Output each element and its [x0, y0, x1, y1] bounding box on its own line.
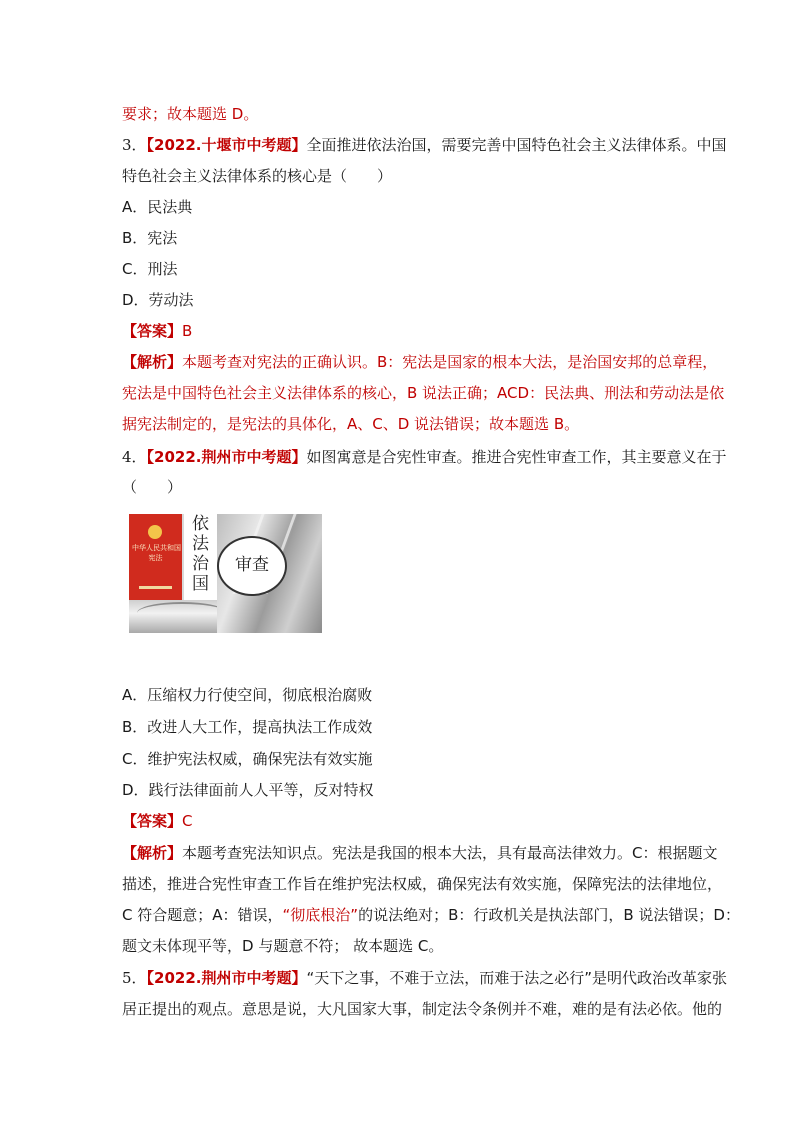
- slogan-char-3: 治: [192, 554, 209, 574]
- q3-analysis-text1: 本题考查对宪法的正确认识。B：宪法是国家的根本大法，是治国安邦的总章程，: [182, 353, 718, 371]
- q3-option-c: C．刑法: [122, 260, 178, 278]
- previous-analysis-tail: [122, 104, 258, 124]
- book-title-line2: 宪法: [148, 554, 163, 562]
- q4-analysis-line2: 描述，推进合宪性审查工作旨在维护宪法权威，确保宪法有效实施，保障宪法的法律地位，: [122, 875, 723, 893]
- q3-option-a: A．民法典: [122, 198, 193, 216]
- q5-number: 5．: [122, 969, 147, 987]
- book-page-left: [137, 602, 227, 624]
- q5-tag: 【2022.荆州市中考题】: [146, 969, 307, 987]
- q3-option-d: D．劳动法: [122, 291, 194, 309]
- previous-analysis-text: 要求；故本题选 D。: [122, 105, 259, 123]
- book-title-line1: 中华人民共和国: [132, 544, 181, 552]
- national-emblem-icon: [148, 525, 162, 539]
- q3-analysis-line3: 据宪法制定的，是宪法的具体化，A、C、D 说法错误；故本题选 B。: [122, 415, 580, 433]
- q4-answer-value: C: [182, 812, 193, 830]
- slogan-char-2: 法: [192, 534, 209, 554]
- q4-analysis-text3a: C 符合题意；A：错误，: [122, 906, 283, 924]
- q3-answer-value: B: [182, 322, 193, 340]
- q4-stem-line1: [122, 447, 727, 467]
- q4-answer-label: 【答案】: [122, 812, 183, 830]
- q4-analysis-text3b: 的说法绝对；B：行政机关是执法部门，B 说法错误；D：: [358, 906, 740, 924]
- q3-analysis-label: 【解析】: [122, 353, 183, 371]
- q3-tag: 【2022.十堰市中考题】: [146, 136, 307, 154]
- q4-option-c: C．维护宪法权威，确保宪法有效实施: [122, 750, 373, 768]
- q4-option-d: D．践行法律面前人人平等，反对特权: [122, 781, 374, 799]
- q3-number: 3．: [122, 136, 147, 154]
- q3-answer: [122, 321, 192, 341]
- q3-analysis-line2: 宪法是中国特色社会主义法律体系的核心，B 说法正确；ACD：民法典、刑法和劳动法是依: [122, 384, 725, 402]
- q3-stem-line2: [122, 166, 392, 186]
- q4-analysis-quote: “彻底根治”: [282, 906, 359, 924]
- q3-option-b: B．宪法: [122, 229, 178, 247]
- constitution-book-cover: [129, 514, 182, 600]
- slogan-column: [184, 514, 217, 600]
- q3-stem-line1: [122, 135, 727, 155]
- q3-analysis-line1: [122, 352, 717, 372]
- slogan-char-1: 依: [192, 514, 209, 534]
- q4-analysis-text1: 本题考查宪法知识点。宪法是我国的根本大法，具有最高法律效力。C：根据题文: [182, 844, 718, 862]
- constitutional-review-figure: [129, 514, 322, 633]
- q4-number: 4．: [122, 448, 147, 466]
- q4-analysis-line3: [122, 905, 740, 925]
- q5-stem-line1: [122, 968, 727, 988]
- q4-stem-line2: （ ）: [122, 478, 183, 496]
- review-circle: [217, 536, 287, 596]
- q4-answer: [122, 811, 193, 831]
- review-circle-text: 审查: [235, 555, 269, 575]
- q4-analysis-line4: 题文未体现平等，D 与题意不符； 故本题选 C。: [122, 937, 444, 955]
- q3-stem-text2: 特色社会主义法律体系的核心是（ ）: [122, 167, 393, 185]
- q4-stem-text1: 如图寓意是合宪性审查。推进合宪性审查工作，其主要意义在于: [306, 448, 727, 466]
- q3-answer-label: 【答案】: [122, 322, 183, 340]
- q4-analysis-line1: [122, 843, 718, 863]
- q5-stem-text1: “天下之事，不难于立法，而难于法之必行”是明代政治改革家张: [306, 969, 728, 987]
- q4-option-a: A．压缩权力行使空间，彻底根治腐败: [122, 686, 373, 704]
- book-footer-mark: [139, 586, 172, 589]
- slogan-char-4: 国: [192, 574, 209, 594]
- q5-stem-line2: 居正提出的观点。意思是说，大凡国家大事，制定法令条例并不难，难的是有法必依。他的: [122, 1000, 723, 1018]
- q4-option-b: B．改进人大工作，提高执法工作成效: [122, 718, 373, 736]
- q4-tag: 【2022.荆州市中考题】: [146, 448, 307, 466]
- q3-stem-text1: 全面推进依法治国，需要完善中国特色社会主义法律体系。中国: [306, 136, 727, 154]
- q4-analysis-label: 【解析】: [122, 844, 183, 862]
